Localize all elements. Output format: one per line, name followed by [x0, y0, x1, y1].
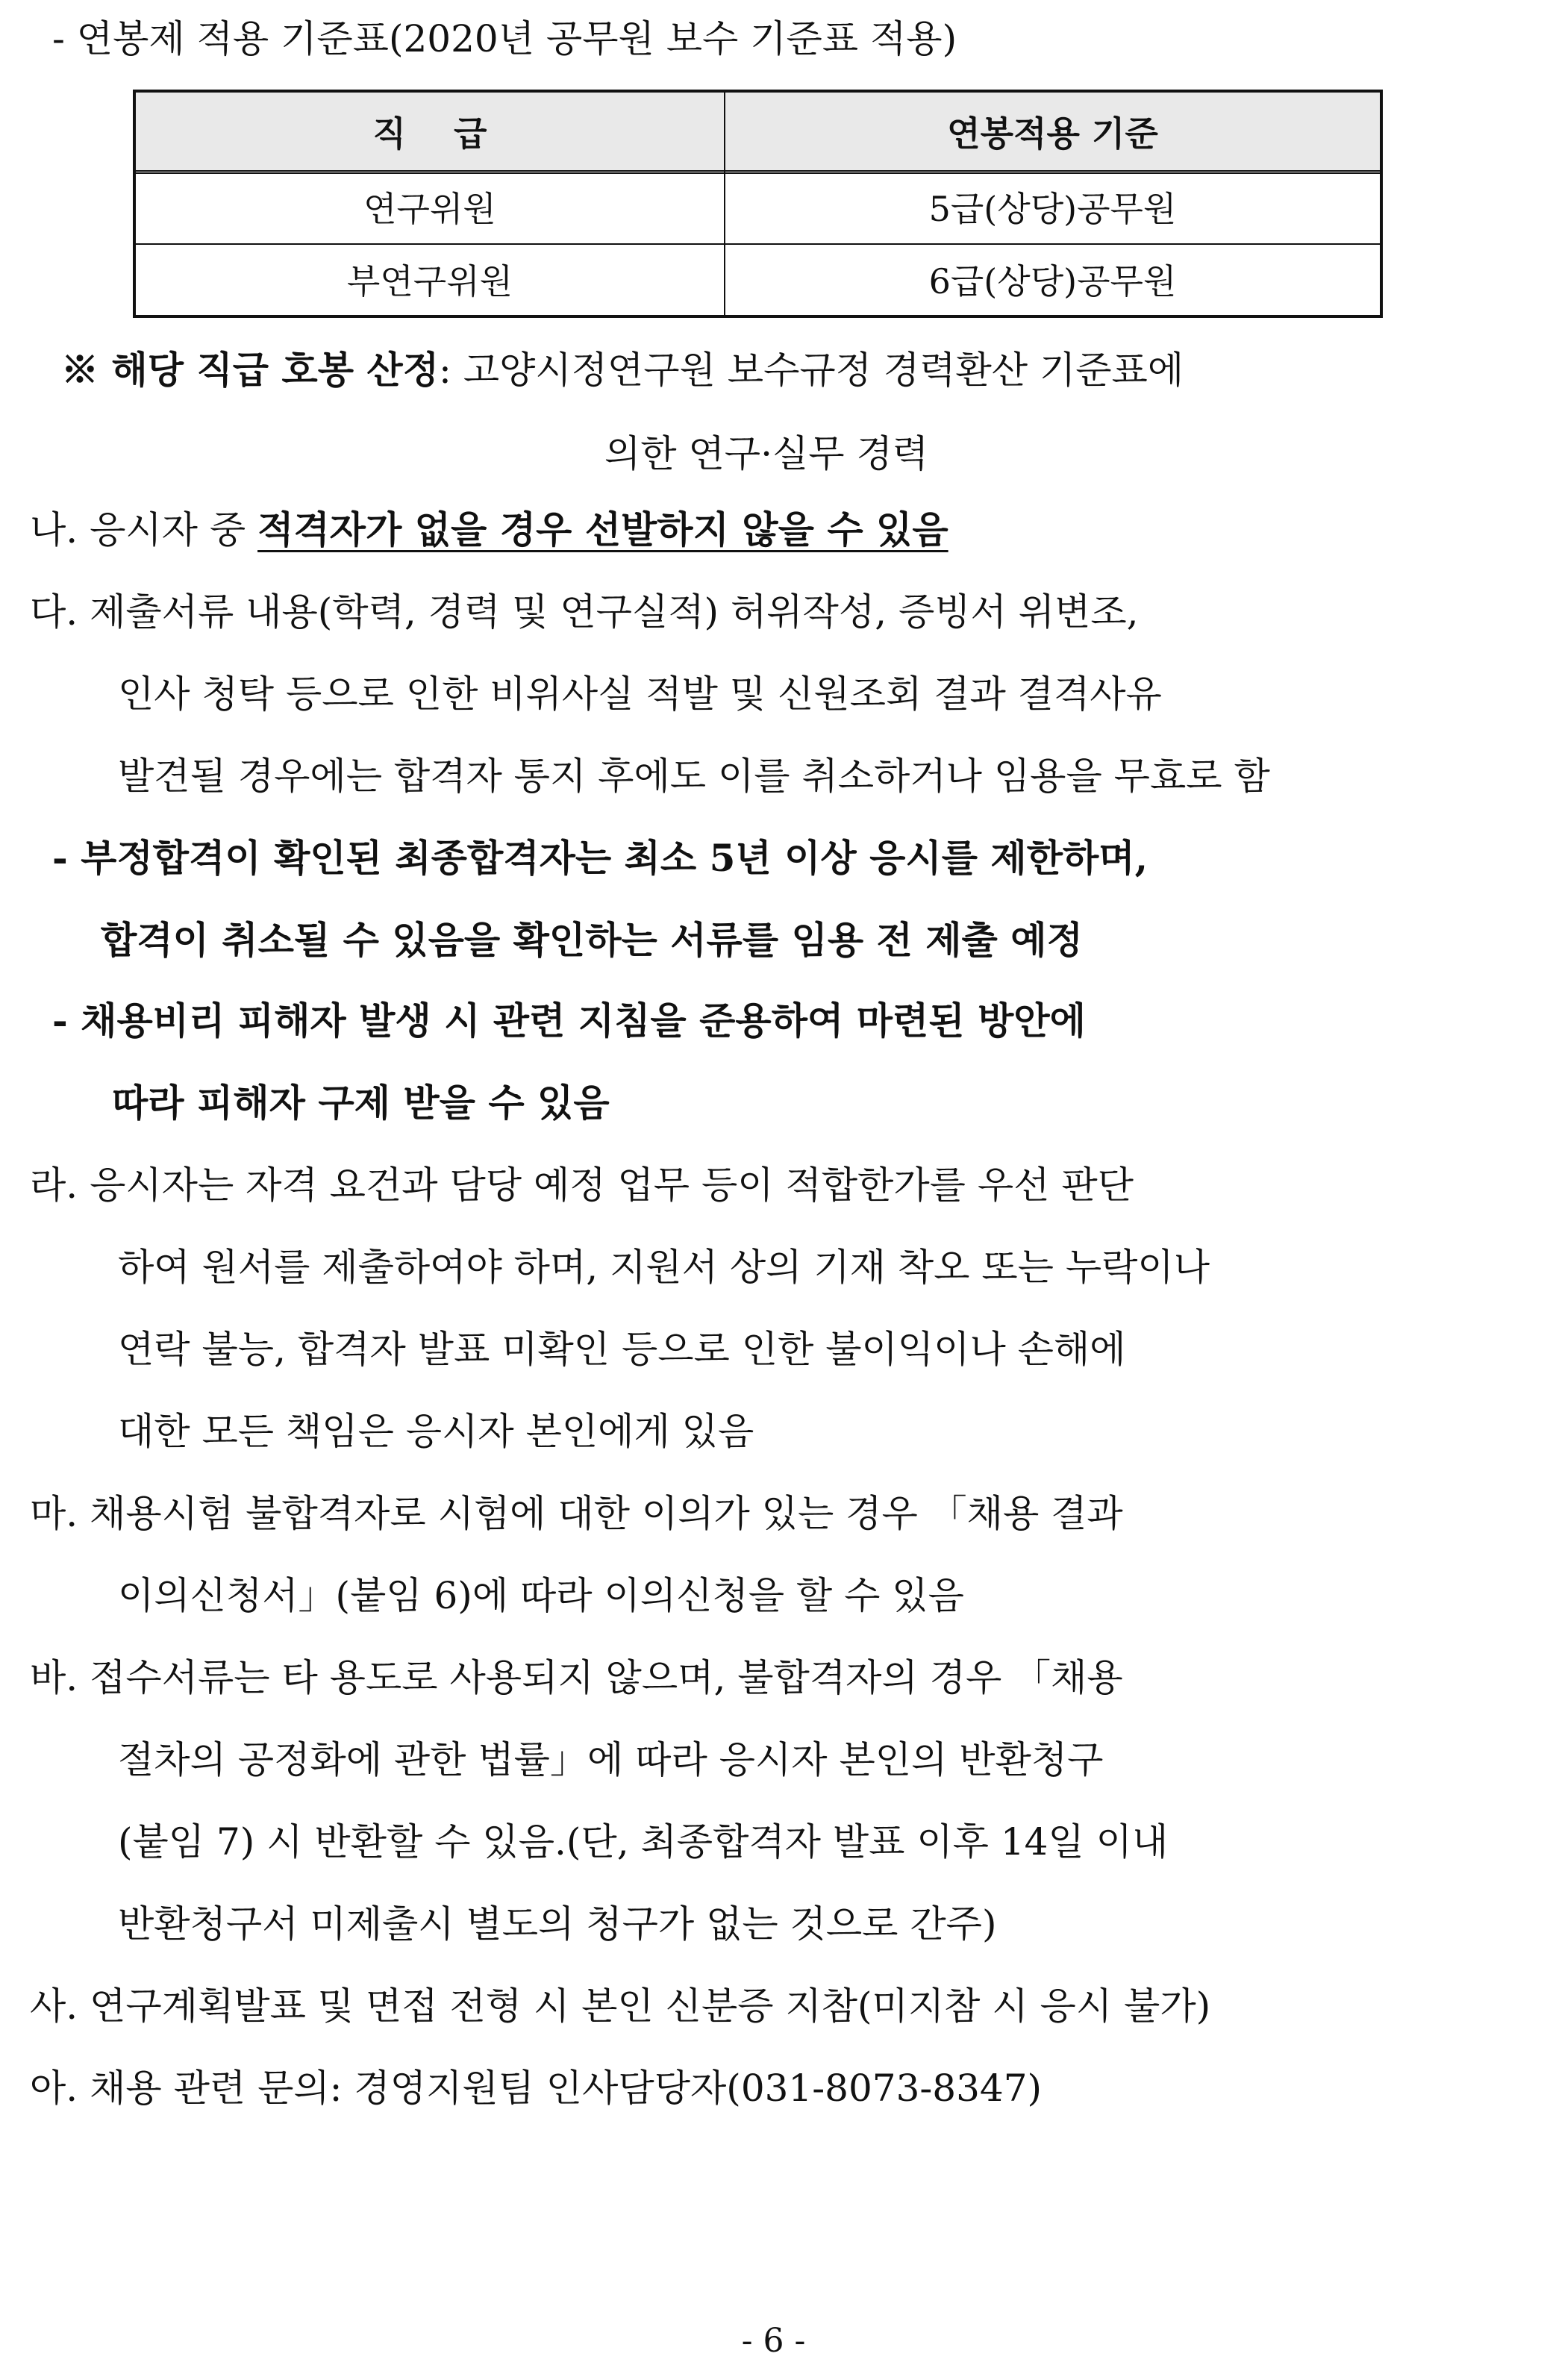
item-ba-line-3: (붙임 7) 시 반환할 수 있음.(단, 최종합격자 발표 이후 14일 이내	[118, 1820, 1169, 1864]
note-text: : 고양시정연구원 보수규정 경력환산 기준표에	[439, 349, 1184, 392]
table-cell: 부연구위원	[136, 243, 725, 315]
item-ra-line-2: 하여 원서를 제출하여야 하며, 지원서 상의 기재 착오 또는 누락이나	[118, 1246, 1210, 1289]
item-ba-line-2: 절차의 공정화에 관한 법률」에 따라 응시자 본인의 반환청구	[118, 1738, 1104, 1781]
item-da-line-1: 다. 제출서류 내용(학력, 경력 및 연구실적) 허위작성, 증빙서 위변조,	[30, 590, 1139, 634]
table-cell: 6급(상당)공무원	[928, 261, 1177, 302]
item-aa: 아. 채용 관련 문의: 경영지원팀 인사담당자(031-8073-8347)	[30, 2067, 1043, 2110]
note-line	[61, 346, 1184, 394]
table-header-row	[136, 93, 1380, 174]
header-cell-standard: 연봉적용 기준	[947, 113, 1158, 154]
item-ra-line-3: 연락 불능, 합격자 발표 미확인 등으로 인한 불이익이나 손해에	[118, 1328, 1126, 1371]
item-ma-line-2: 이의신청서」(붙임 6)에 따라 이의신청을 할 수 있음	[118, 1574, 964, 1617]
table-title: - 연봉제 적용 기준표(2020년 공무원 보수 기준표 적용)	[52, 17, 957, 60]
item-na-prefix: 나. 응시자 중	[30, 508, 258, 552]
bullet-1-line-2: 합격이 취소될 수 있음을 확인하는 서류를 임용 전 제출 예정	[101, 918, 1083, 962]
item-da-line-3: 발견될 경우에는 합격자 통지 후에도 이를 취소하거나 임용을 무효로 함	[118, 755, 1270, 798]
note-continuation: 의한 연구·실무 경력	[604, 432, 929, 475]
bullet-2-line-2: 따라 피해자 구제 받을 수 있음	[112, 1081, 610, 1125]
table-cell: 5급(상당)공무원	[928, 189, 1177, 229]
table-cell: 연구위원	[136, 170, 725, 243]
item-sa: 사. 연구계획발표 및 면접 전형 시 본인 신분증 지참(미지참 시 응시 불가)	[30, 1984, 1211, 2028]
item-ma-line-1: 마. 채용시험 불합격자로 시험에 대한 이의가 있는 경우 「채용 결과	[30, 1492, 1123, 1535]
bullet-1-line-1: - 부정합격이 확인된 최종합격자는 최소 5년 이상 응시를 제한하며,	[52, 836, 1148, 880]
item-ba-line-4: 반환청구서 미제출시 별도의 청구가 없는 것으로 간주)	[118, 1902, 997, 1946]
bullet-2-line-1: - 채용비리 피해자 발생 시 관련 지침을 준용하여 마련된 방안에	[52, 999, 1086, 1043]
item-na-emphasis: 적격자가 없을 경우 선발하지 않을 수 있음	[257, 507, 948, 552]
item-na	[30, 506, 948, 554]
item-ra-line-4: 대한 모든 책임은 응시자 본인에게 있음	[118, 1410, 754, 1453]
note-label: ※ 해당 직급 호봉 산정	[61, 348, 440, 392]
header-cell-rank: 직 급	[136, 93, 725, 170]
salary-standard-table	[133, 90, 1383, 318]
item-ba-line-1: 바. 접수서류는 타 용도로 사용되지 않으며, 불합격자의 경우 「채용	[30, 1656, 1123, 1699]
page-number: - 6 -	[741, 2322, 806, 2360]
item-da-line-2: 인사 청탁 등으로 인한 비위사실 적발 및 신원조회 결과 결격사유	[118, 672, 1162, 716]
table-row	[136, 243, 1380, 315]
item-ra-line-1: 라. 응시자는 자격 요건과 담당 예정 업무 등이 적합한가를 우선 판단	[30, 1164, 1134, 1207]
table-row	[136, 170, 1380, 245]
